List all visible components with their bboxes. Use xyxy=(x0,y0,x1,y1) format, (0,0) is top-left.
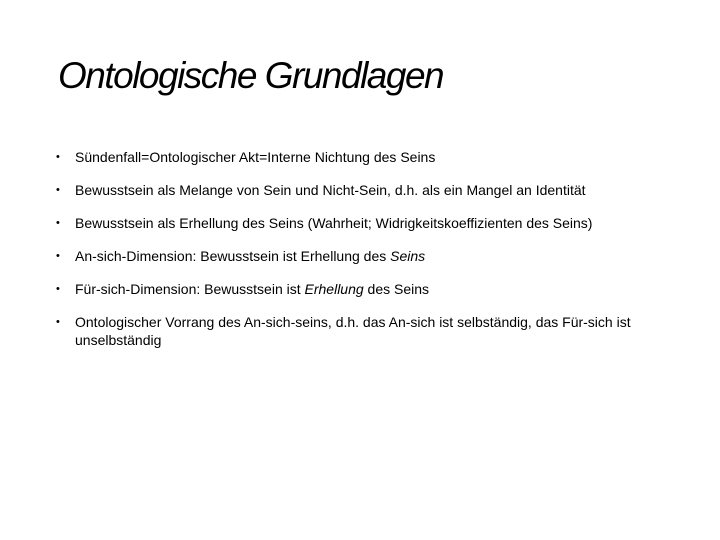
bullet-item xyxy=(56,280,676,298)
bullet-dot-icon: • xyxy=(56,217,60,229)
bullet-text: Bewusstsein als Melange von Sein und Nicht-Sein, d.h. als ein Mangel an Identität xyxy=(75,182,586,198)
bullet-list xyxy=(56,148,676,364)
bullet-item xyxy=(56,247,676,265)
bullet-dot-icon: • xyxy=(56,250,60,262)
bullet-text-before: An-sich-Dimension: Bewusstsein ist Erhellung des xyxy=(75,248,391,264)
bullet-text: Bewusstsein als Erhellung des Seins (Wahrheit; Widrigkeitskoeffizienten des Seins) xyxy=(75,215,593,231)
bullet-dot-icon: • xyxy=(56,151,60,163)
bullet-item xyxy=(56,148,676,166)
bullet-dot-icon: • xyxy=(56,283,60,295)
bullet-text: Sündenfall=Ontologischer Akt=Interne Nichtung des Seins xyxy=(75,149,436,165)
bullet-dot-icon: • xyxy=(56,316,60,328)
bullet-text: Ontologischer Vorrang des An-sich-seins, d.h. das An-sich ist selbständig, das Für-sich ist unselbständig xyxy=(75,314,631,348)
bullet-text-before: Für-sich-Dimension: Bewusstsein ist xyxy=(75,281,305,297)
bullet-emphasis: Erhellung xyxy=(304,281,364,297)
bullet-item xyxy=(56,313,676,349)
bullet-item xyxy=(56,181,676,199)
bullet-emphasis: Seins xyxy=(390,248,426,264)
slide-title: Ontologische Grundlagen xyxy=(58,55,444,96)
bullet-dot-icon: • xyxy=(56,184,60,196)
bullet-item xyxy=(56,214,676,232)
bullet-text-after: des Seins xyxy=(363,281,430,297)
